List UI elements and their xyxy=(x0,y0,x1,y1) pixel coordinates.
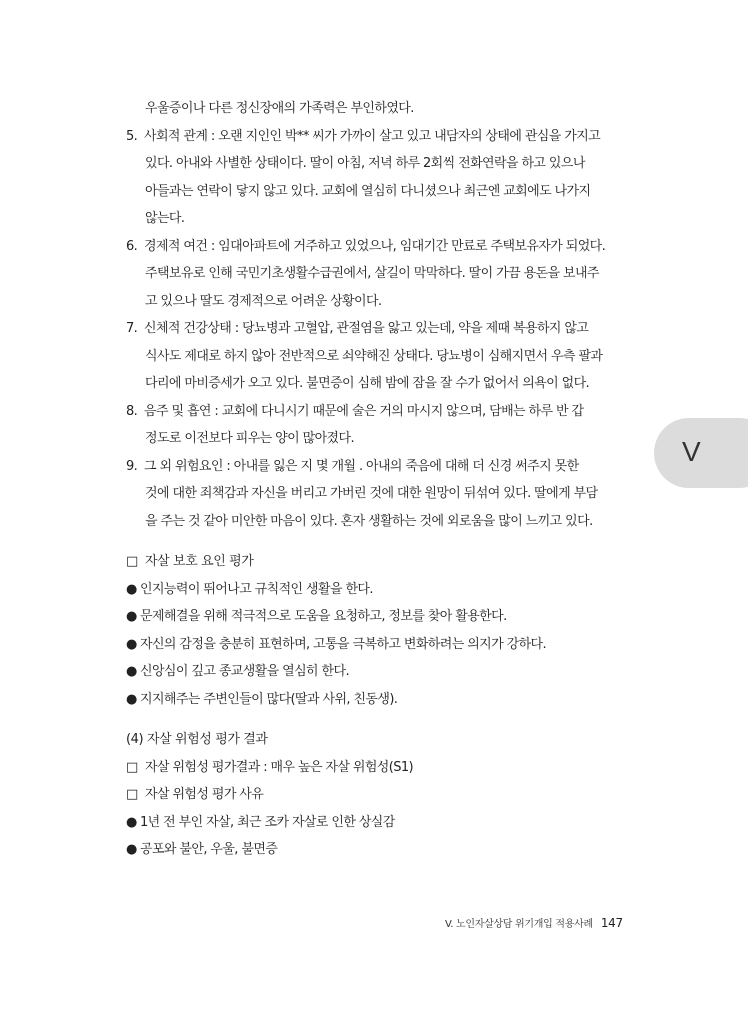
body-line: 신체적 건강상태 : 당뇨병과 고혈압, 관절염을 앓고 있는데, 약을 제때 복용하지 않고 xyxy=(144,321,589,336)
bullet-text: 인지능력이 뛰어나고 규칙적인 생활을 한다. xyxy=(140,582,373,597)
bullet-text: 신앙심이 깊고 종교생활을 열심히 한다. xyxy=(140,664,349,679)
bullet-item xyxy=(126,691,397,709)
bullet-item xyxy=(126,841,277,859)
bullet-icon: ● xyxy=(126,815,137,830)
body-line: 사회적 관계 : 오랜 지인인 박** 씨가 가까이 살고 있고 내담자의 상태에 관심을 가지고 xyxy=(144,129,601,144)
bullet-text: 문제해결을 위해 적극적으로 도움을 요청하고, 정보를 찾아 활용한다. xyxy=(140,609,507,624)
body-line: 경제적 여건 : 임대아파트에 거주하고 있었으나, 임대기간 만료로 주택보유자가 되었다. xyxy=(144,239,606,254)
bullet-item xyxy=(126,663,349,681)
item-number: 9. xyxy=(126,459,138,474)
body-line: 그 외 위험요인 : 아내를 잃은 지 몇 개월 . 아내의 죽음에 대해 더 신경 써주지 못한 xyxy=(144,459,579,474)
item-number: 5. xyxy=(126,129,138,144)
numbered-item-6 xyxy=(126,238,605,256)
bullet-text: 자신의 감정을 충분히 표현하며, 고통을 극복하고 변화하려는 의지가 강하다. xyxy=(140,637,547,652)
checkbox-icon: □ xyxy=(126,554,138,569)
body-line: 우울증이나 다른 정신장애의 가족력은 부인하였다. xyxy=(145,101,414,116)
risk-result-item xyxy=(126,759,413,777)
bullet-item xyxy=(126,581,373,599)
chapter-label: V xyxy=(682,436,701,467)
chapter-side-tab xyxy=(654,418,748,488)
bullet-text: 지지해주는 주변인들이 많다(딸과 사위, 친동생). xyxy=(140,692,398,707)
body-line: 식사도 제대로 하지 않아 전반적으로 쇠약해진 상태다. 당뇨병이 심해지면서 우측 팔과 xyxy=(145,349,603,364)
result-text: 자살 위험성 평가결과 : 매우 높은 자살 위험성(S1) xyxy=(145,760,414,775)
checkbox-icon: □ xyxy=(126,787,138,802)
bullet-icon: ● xyxy=(126,664,137,679)
checkbox-icon: □ xyxy=(126,760,138,775)
numbered-item-9 xyxy=(126,458,579,476)
bullet-text: 1년 전 부인 자살, 최근 조카 자살로 인한 상실감 xyxy=(140,815,395,830)
body-line: 것에 대한 죄책감과 자신을 버리고 가버린 것에 대한 원망이 뒤섞여 있다. 딸에게 부담 xyxy=(145,486,598,501)
bullet-item xyxy=(126,814,395,832)
body-line: 다리에 마비증세가 오고 있다. 불면증이 심해 밤에 잠을 잘 수가 없어서 의욕이 없다. xyxy=(145,376,590,391)
bullet-item xyxy=(126,636,546,654)
numbered-item-8 xyxy=(126,403,583,421)
bullet-icon: ● xyxy=(126,582,137,597)
numbered-item-7 xyxy=(126,320,588,338)
body-line: 을 주는 것 같아 미안한 마음이 있다. 혼자 생활하는 것에 외로움을 많이 느끼고 있다. xyxy=(145,514,593,529)
bullet-item xyxy=(126,608,507,626)
running-title: V. 노인자살상담 위기개입 적용사례 xyxy=(445,919,593,930)
item-number: 7. xyxy=(126,321,138,336)
body-line: 주택보유로 인해 국민기초생활수급권에서, 살길이 막막하다. 딸이 가끔 용돈을 보내주 xyxy=(145,266,599,281)
body-line: 않는다. xyxy=(145,211,185,226)
bullet-icon: ● xyxy=(126,637,137,652)
risk-reason-item xyxy=(126,786,263,804)
body-line: 있다. 아내와 사별한 상태이다. 딸이 아침, 저녁 하루 2회씩 전화연락을 하고 있으나 xyxy=(145,156,585,171)
page-footer xyxy=(445,916,623,932)
bullet-icon: ● xyxy=(126,609,137,624)
body-line: 정도로 이전보다 피우는 양이 많아졌다. xyxy=(145,431,354,446)
bullet-icon: ● xyxy=(126,842,137,857)
section-heading: 자살 보호 요인 평가 xyxy=(145,554,254,569)
reason-text: 자살 위험성 평가 사유 xyxy=(145,787,264,802)
page-number: 147 xyxy=(600,916,623,930)
bullet-icon: ● xyxy=(126,692,137,707)
risk-result-heading: (4) 자살 위험성 평가 결과 xyxy=(126,732,268,747)
protective-factors-heading xyxy=(126,553,253,571)
body-line: 음주 및 흡연 : 교회에 다니시기 때문에 술은 거의 마시지 않으며, 담배는 하루 반 갑 xyxy=(144,404,584,419)
item-number: 6. xyxy=(126,239,138,254)
body-line: 고 있으나 딸도 경제적으로 어려운 상황이다. xyxy=(145,294,382,309)
numbered-item-5 xyxy=(126,128,600,146)
item-number: 8. xyxy=(126,404,138,419)
bullet-text: 공포와 불안, 우울, 불면증 xyxy=(140,842,278,857)
body-line: 아들과는 연락이 닿지 않고 있다. 교회에 열심히 다니셨으나 최근엔 교회에도 나가지 xyxy=(145,184,591,199)
